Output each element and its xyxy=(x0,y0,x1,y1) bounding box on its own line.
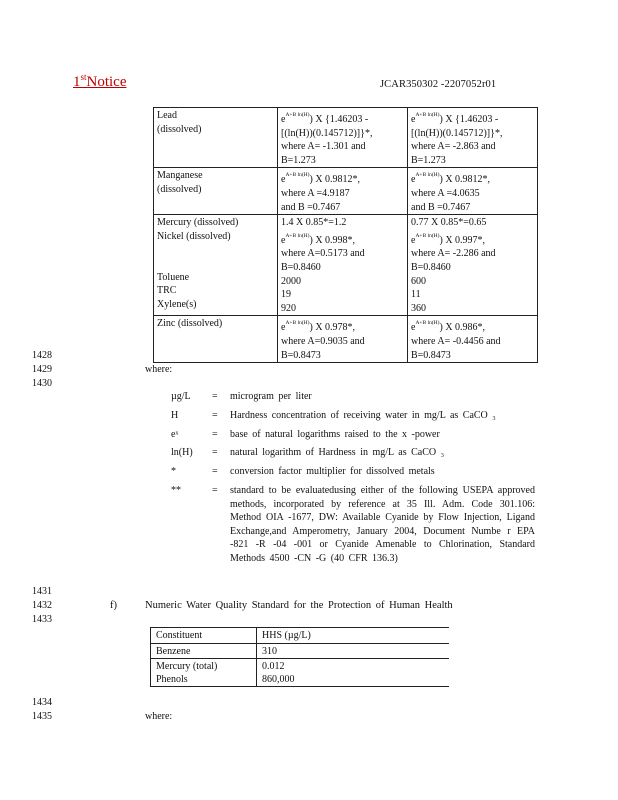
cell-line: B=0.8473 xyxy=(281,349,321,361)
cell-line: Phenols xyxy=(156,673,188,685)
definitions-list xyxy=(171,390,535,571)
definition-text: conversion factor multiplier for dissolved metals xyxy=(230,466,435,478)
definition-text: standard to be evaluatedusing either of the following USEPA approved methods, incorporated by reference at 35 Ill. Adm. Code 301.106: Method OIA -1677, DW: Available Cyanide by Flow Injection, Ligand Exchange,and Amperometry, January 2004, Document Numbe r EPA -821 -R -04 -001 or Cyanide Amenable to Chlorination, Standard Methods 4500 -CN -G (40 CFR 136.3) xyxy=(230,484,535,564)
definition-equals: = xyxy=(212,484,218,496)
cell-line: and B =0.7467 xyxy=(281,201,341,213)
cell-line: 0.012 xyxy=(262,661,285,672)
line-number: 1434 xyxy=(32,697,52,708)
definition-equals: = xyxy=(212,409,218,421)
cell-line: where A= -1.301 and xyxy=(281,141,366,153)
table-cell xyxy=(278,168,408,215)
cell-line: B=0.8460 xyxy=(281,261,321,273)
table-cell xyxy=(408,316,538,363)
formula-line: $e^{A+B ln(H)}$) X 0.978*, xyxy=(281,320,356,334)
cell-line: (dissolved) xyxy=(157,183,202,195)
table-cell xyxy=(278,316,408,363)
definition-text: base of natural logarithms raised to the x -power xyxy=(230,428,440,440)
cell-line: where A= -2.286 and xyxy=(411,248,496,260)
cell-line: 600 xyxy=(411,275,426,287)
definition-equals: = xyxy=(212,428,218,440)
cell-line: 11 xyxy=(411,289,421,301)
table-header-constituent: Constituent xyxy=(151,628,257,644)
table-row xyxy=(151,643,450,659)
cell-line: Mercury (total) xyxy=(156,661,218,672)
cell-line: TRC xyxy=(157,285,177,297)
definition-item xyxy=(171,465,535,479)
table-cell xyxy=(154,108,278,168)
definition-item xyxy=(171,390,535,404)
table-cell xyxy=(278,215,408,316)
definition-item xyxy=(171,484,535,566)
definition-equals: = xyxy=(212,447,218,459)
where-label: where: xyxy=(145,711,173,722)
line-number: 1429 xyxy=(32,364,52,375)
cell-line: B=1.273 xyxy=(411,154,446,166)
formula-line: $e^{A+B ln(H)}$) X 0.9812*, xyxy=(281,172,361,186)
section-title: Numeric Water Quality Standard for the Protection of Human Health xyxy=(145,600,453,611)
cell-line: where A =4.9187 xyxy=(281,187,350,199)
cell-line: and B =0.7467 xyxy=(411,201,471,213)
table-row xyxy=(154,168,538,215)
line-number: 1432 xyxy=(32,600,52,611)
line-number: 1428 xyxy=(32,350,52,361)
cell-line: 310 xyxy=(262,645,277,657)
table-cell xyxy=(408,108,538,168)
table-cell xyxy=(408,168,538,215)
table-cell xyxy=(257,643,450,659)
cell-line: B=0.8473 xyxy=(411,349,451,361)
table-row xyxy=(154,108,538,168)
section-label: f) xyxy=(110,600,117,611)
cell-line: 360 xyxy=(411,302,426,314)
water-quality-table xyxy=(153,107,538,363)
cell-line: Lead xyxy=(157,110,177,121)
cell-line: Xylene(s) xyxy=(157,298,197,310)
table-row xyxy=(154,316,538,363)
definition-item xyxy=(171,409,535,423)
definition-equals: = xyxy=(212,466,218,478)
formula-line: $e^{A+B ln(H)}$) X 0.997*, xyxy=(411,232,486,246)
definition-text: microgram per liter xyxy=(230,391,312,402)
table-cell xyxy=(151,659,257,687)
cell-line: where A= -2.863 and xyxy=(411,141,496,153)
human-health-table xyxy=(150,627,449,687)
cell-line: Nickel (dissolved) xyxy=(157,230,231,242)
cell-line: [(ln(H))(0.145712)]}*, xyxy=(281,127,373,139)
cell-line: 2000 xyxy=(281,275,301,287)
table-header-hhs: HHS (µg/L) xyxy=(257,628,450,644)
definition-term: µg/L xyxy=(171,391,191,402)
formula-line: $e^{A+B ln(H)}$) X {1.46203 - xyxy=(281,112,369,125)
formula-line: $e^{A+B ln(H)}$) X 0.986*, xyxy=(411,320,486,334)
definition-item xyxy=(171,446,535,460)
cell-line xyxy=(157,243,274,257)
cell-line: [(ln(H))(0.145712)]}*, xyxy=(411,127,503,139)
cell-line: (dissolved) xyxy=(157,123,202,135)
table-cell xyxy=(151,643,257,659)
definition-text: Hardness concentration of receiving water in mg/L as CaCO ₃ xyxy=(230,409,496,421)
cell-line: where A =4.0635 xyxy=(411,187,480,199)
cell-line xyxy=(157,257,274,271)
table-cell xyxy=(154,316,278,363)
line-number: 1435 xyxy=(32,711,52,722)
cell-line: Zinc (dissolved) xyxy=(157,318,223,330)
definition-term: ln(H) xyxy=(171,447,193,459)
cell-line: B=0.8460 xyxy=(411,261,451,273)
line-number: 1431 xyxy=(32,586,52,597)
cell-line: where A= -0.4456 and xyxy=(411,335,501,347)
line-number: 1430 xyxy=(32,378,52,389)
formula-line: $e^{A+B ln(H)}$) X 0.9812*, xyxy=(411,172,491,186)
formula-line: $e^{A+B ln(H)}$) X 0.998*, xyxy=(281,232,356,246)
table-cell xyxy=(257,659,450,687)
definition-text: natural logarithm of Hardness in mg/L as CaCO ₃ xyxy=(230,447,445,459)
definition-equals: = xyxy=(212,391,218,402)
definition-term: * xyxy=(171,466,176,478)
table-row xyxy=(154,215,538,316)
definition-term: eˣ xyxy=(171,428,179,440)
cell-line: Manganese xyxy=(157,170,203,182)
cell-line: where A=0.9035 and xyxy=(281,335,365,347)
table-cell xyxy=(408,215,538,316)
definition-term: H xyxy=(171,409,179,421)
table-cell xyxy=(278,108,408,168)
table-cell xyxy=(154,215,278,316)
cell-line: 920 xyxy=(281,302,296,314)
cell-line: Mercury (dissolved) xyxy=(157,217,239,229)
where-label: where: xyxy=(145,364,173,375)
cell-line: 1.4 X 0.85*=1.2 xyxy=(281,217,347,229)
document-code: JCAR350302 -2207052r01 xyxy=(380,79,497,90)
cell-line: 0.77 X 0.85*=0.65 xyxy=(411,217,487,229)
notice-label: 1stNotice xyxy=(73,72,127,90)
line-number: 1433 xyxy=(32,614,52,625)
table-cell xyxy=(154,168,278,215)
formula-line: $e^{A+B ln(H)}$) X {1.46203 - xyxy=(411,112,499,125)
cell-line: Benzene xyxy=(156,645,191,657)
cell-line: B=1.273 xyxy=(281,154,316,166)
cell-line: Toluene xyxy=(157,271,190,283)
cell-line: 860,000 xyxy=(262,673,295,685)
table-row xyxy=(151,659,450,687)
cell-line: where A=0.5173 and xyxy=(281,248,365,260)
definition-item xyxy=(171,428,535,442)
cell-line: 19 xyxy=(281,289,291,301)
definition-term: ** xyxy=(171,484,181,496)
